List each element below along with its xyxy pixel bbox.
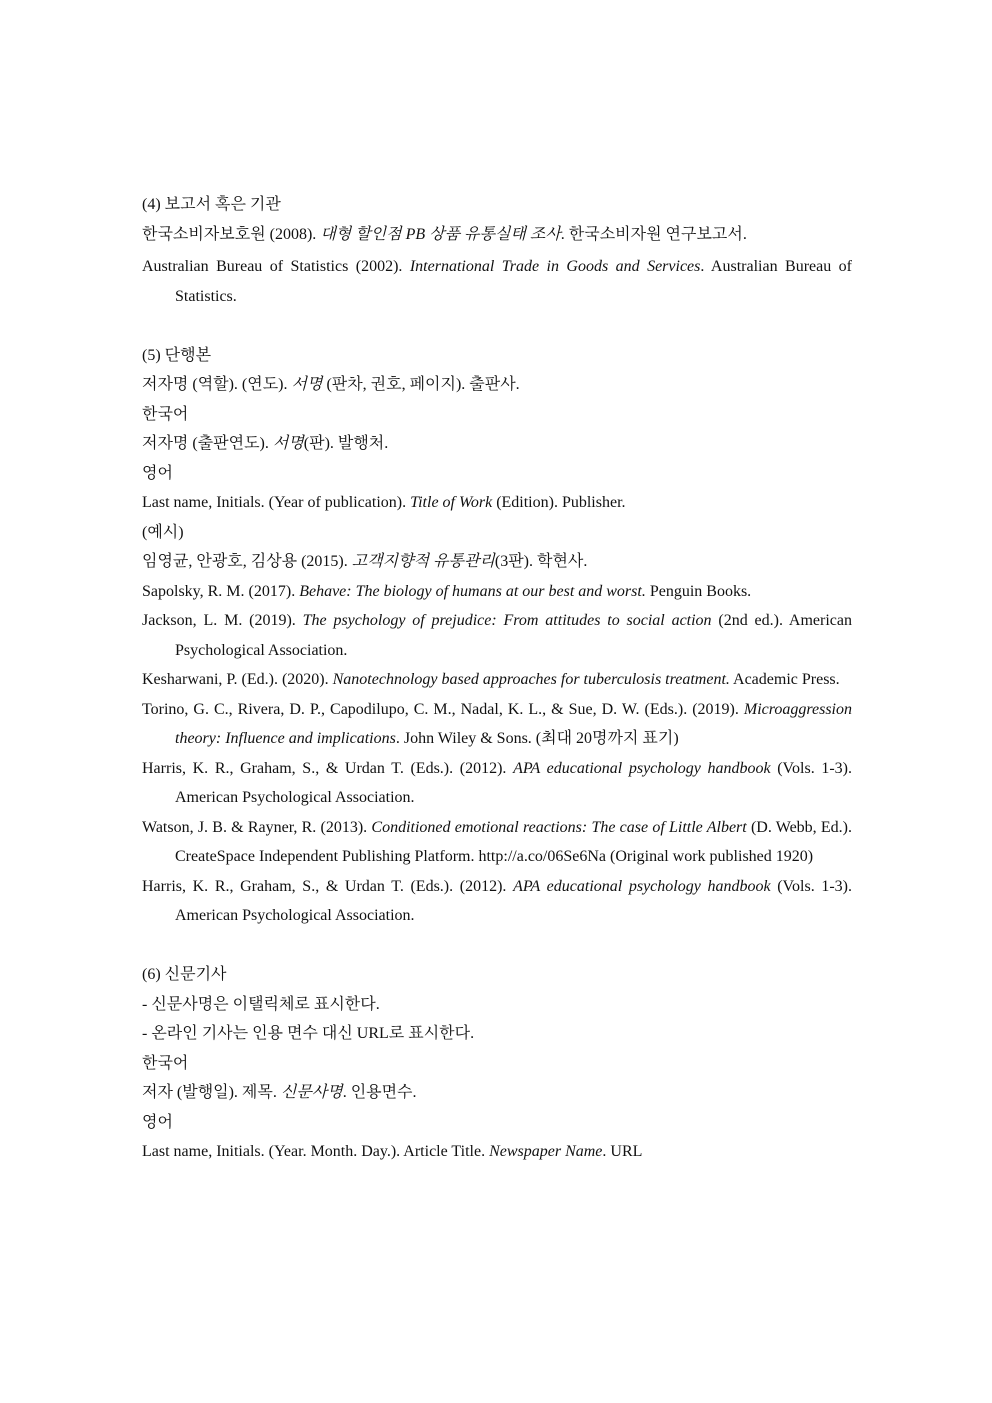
guideline-item: - 신문사명은 이탤릭체로 표시한다. <box>142 995 380 1013</box>
language-label: 한국어 <box>142 1054 189 1072</box>
reference-entry: 한국소비자보호원 (2008). 대형 할인점 PB 상품 유통실태 조사. 한국소비자원 연구보고서. <box>142 225 747 243</box>
guideline-item: - 온라인 기사는 인용 면수 대신 URL로 표시한다. <box>142 1025 475 1042</box>
section-newspaper <box>142 960 852 1167</box>
section-heading: (5) 단행본 <box>142 346 212 364</box>
section-report <box>142 190 852 311</box>
reference-entry: Kesharwani, P. (Ed.). (2020). Nanotechnology based approaches for tuberculosis treatment. Academic Press. <box>142 671 840 688</box>
section-book <box>142 341 852 931</box>
document-body <box>142 190 852 1167</box>
format-template: Last name, Initials. (Year of publication). Title of Work (Edition). Publisher. <box>142 494 626 511</box>
format-template: 저자명 (출판연도). 서명(판). 발행처. <box>142 435 389 452</box>
section-heading: (6) 신문기사 <box>142 966 227 983</box>
reference-entry: 임영균, 안광호, 김상용 (2015). 고객지향적 유통관리(3판). 학현사. <box>142 553 588 570</box>
format-template: 저자명 (역할). (연도). 서명 (판차, 권호, 페이지). 출판사. <box>142 376 520 393</box>
reference-entry: Sapolsky, R. M. (2017). Behave: The biology of humans at our best and worst. Penguin Books. <box>142 582 752 600</box>
reference-entry: Harris, K. R., Graham, S., & Urdan T. (Eds.). (2012). APA educational psychology handbook (Vols. 1-3). American Psychological Association. <box>142 877 852 924</box>
format-template: 저자 (발행일). 제목. 신문사명. 인용면수. <box>142 1084 417 1101</box>
language-label: 한국어 <box>142 405 189 423</box>
reference-entry: Torino, G. C., Rivera, D. P., Capodilupo, C. M., Nadal, K. L., & Sue, D. W. (Eds.). (2019). Microaggression theory: Influence and implications. John Wiley & Sons. (최대 20명까지 표기) <box>142 700 852 747</box>
reference-entry: Australian Bureau of Statistics (2002). International Trade in Goods and Services. Australian Bureau of Statistics. <box>142 258 853 305</box>
reference-entry: Watson, J. B. & Rayner, R. (2013). Conditioned emotional reactions: The case of Little Albert (D. Webb, Ed.). CreateSpace Independent Publishing Platform. http://a.co/06Se6Na (Original work published 1920) <box>142 818 853 865</box>
reference-entry: Harris, K. R., Graham, S., & Urdan T. (Eds.). (2012). APA educational psychology handbook (Vols. 1-3). American Psychological Association. <box>142 759 852 806</box>
language-label: 영어 <box>142 1113 173 1131</box>
language-label: 영어 <box>142 464 173 482</box>
reference-entry: Jackson, L. M. (2019). The psychology of prejudice: From attitudes to social action (2nd ed.). American Psychological Association. <box>142 612 852 659</box>
section-heading: (4) 보고서 혹은 기관 <box>142 196 281 213</box>
format-template: Last name, Initials. (Year. Month. Day.). Article Title. Newspaper Name. URL <box>142 1143 643 1160</box>
example-label: (예시) <box>142 523 184 541</box>
